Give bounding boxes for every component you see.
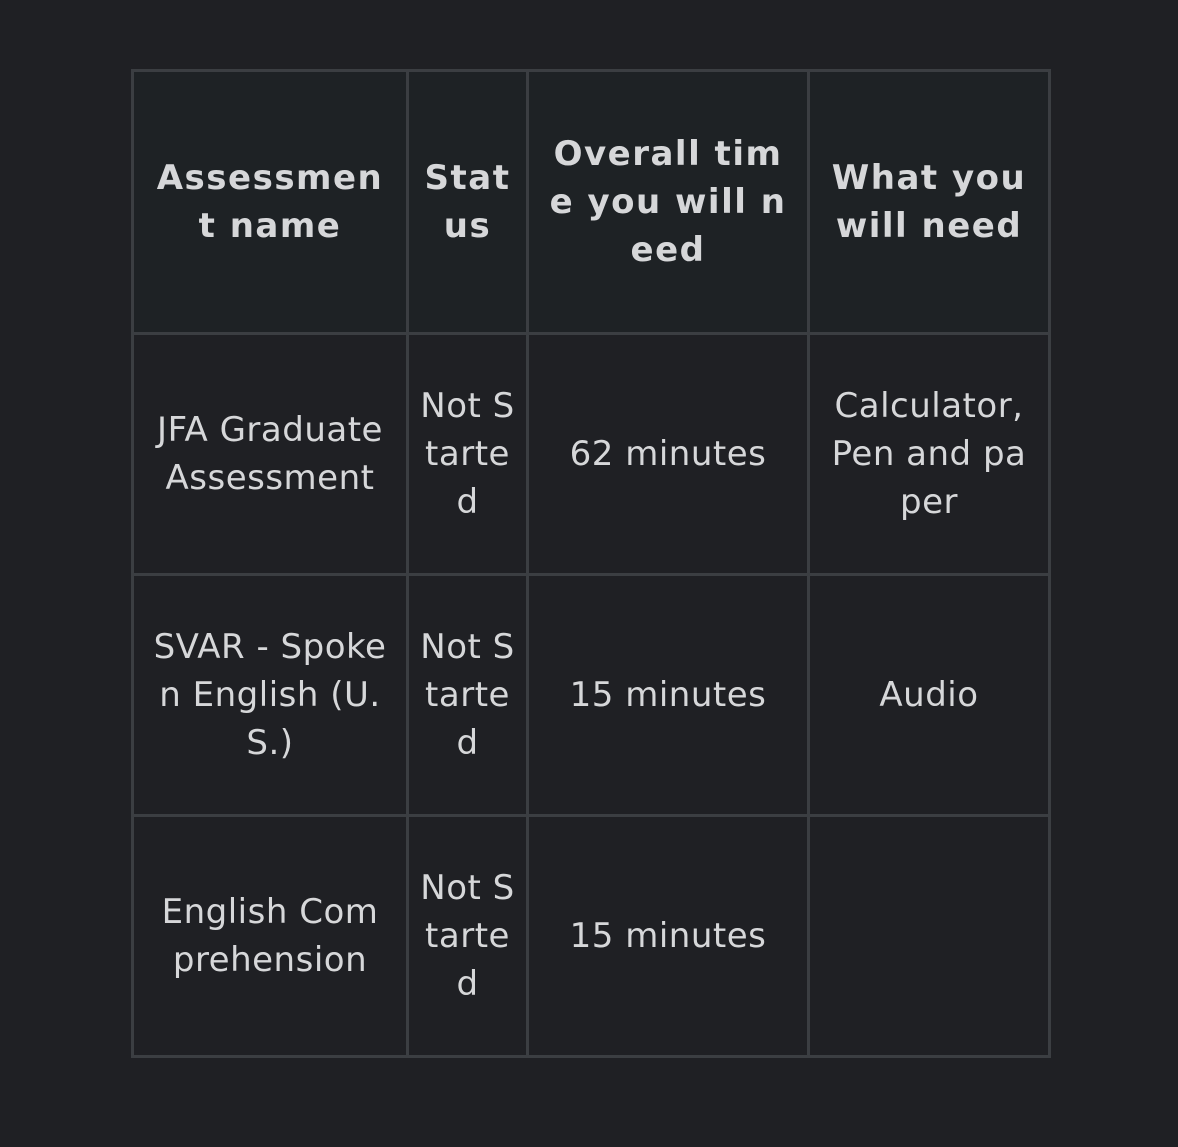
table-row bbox=[133, 334, 1050, 575]
cell-what-you-need: Calculator, Pen and paper bbox=[809, 334, 1050, 575]
header-overall-time: Overall time you will need bbox=[528, 71, 809, 334]
cell-status: Not Started bbox=[408, 575, 528, 816]
header-what-you-need: What you will need bbox=[809, 71, 1050, 334]
header-status: Status bbox=[408, 71, 528, 334]
header-assessment-name: Assessment name bbox=[133, 71, 408, 334]
assessment-table-container bbox=[131, 69, 1051, 1058]
table-body bbox=[133, 334, 1050, 1057]
cell-overall-time: 15 minutes bbox=[528, 816, 809, 1057]
assessment-table bbox=[131, 69, 1051, 1058]
cell-status: Not Started bbox=[408, 816, 528, 1057]
cell-what-you-need: Audio bbox=[809, 575, 1050, 816]
header-row bbox=[133, 71, 1050, 334]
table-header bbox=[133, 71, 1050, 334]
cell-overall-time: 15 minutes bbox=[528, 575, 809, 816]
cell-status: Not Started bbox=[408, 334, 528, 575]
table-row bbox=[133, 816, 1050, 1057]
cell-assessment-name: SVAR - Spoken English (U.S.) bbox=[133, 575, 408, 816]
cell-assessment-name: English Comprehension bbox=[133, 816, 408, 1057]
cell-assessment-name: JFA Graduate Assessment bbox=[133, 334, 408, 575]
cell-overall-time: 62 minutes bbox=[528, 334, 809, 575]
table-row bbox=[133, 575, 1050, 816]
cell-what-you-need bbox=[809, 816, 1050, 1057]
